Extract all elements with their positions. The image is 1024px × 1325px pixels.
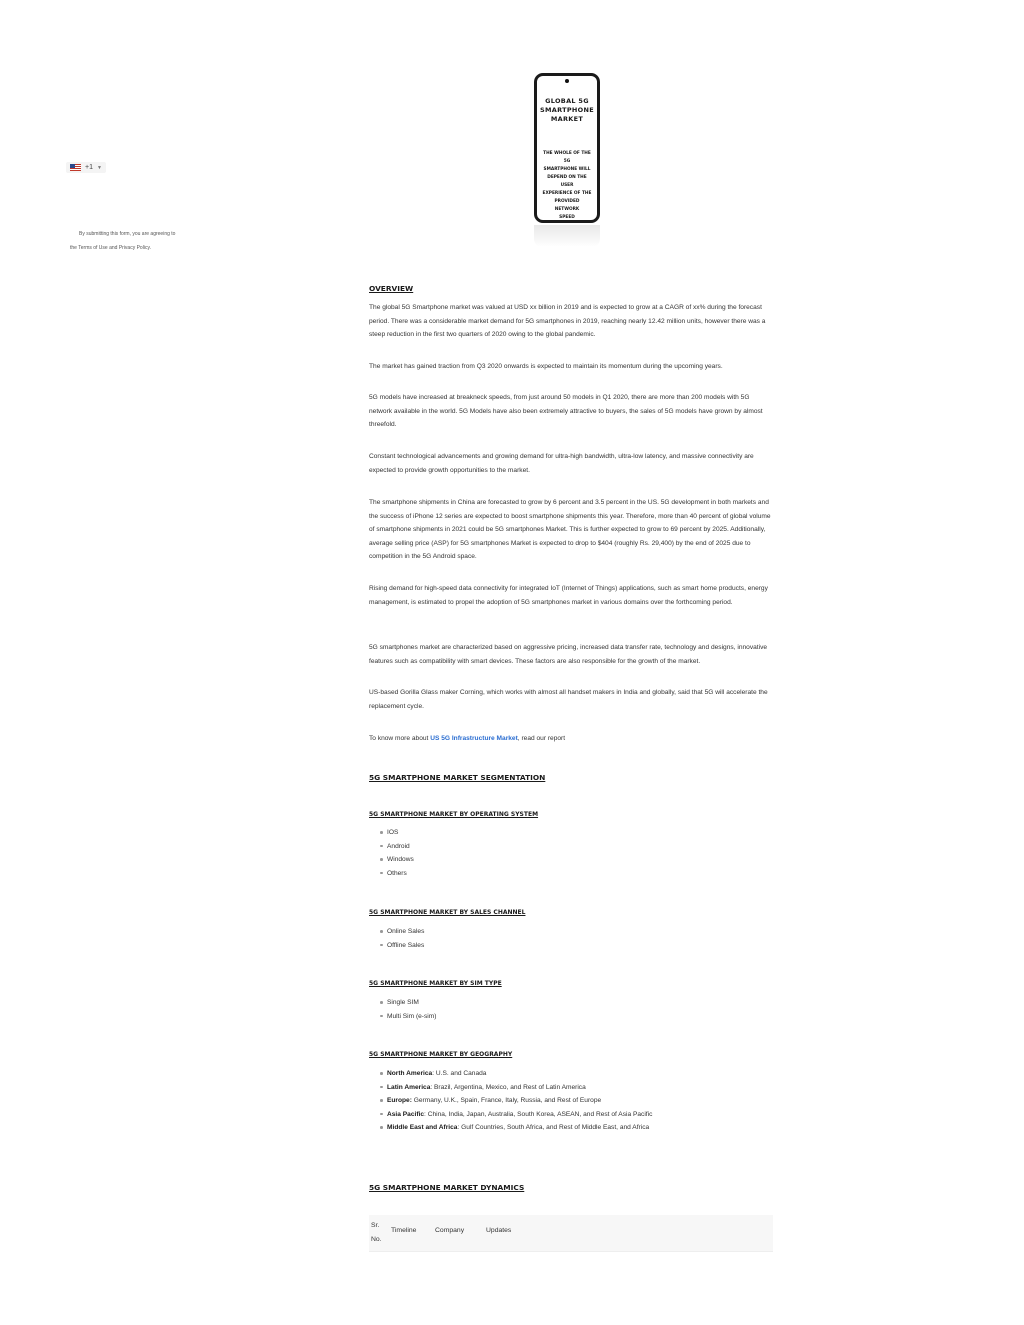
- timeline-header: Timeline: [391, 1227, 417, 1234]
- region-detail: : Brazil, Argentina, Mexico, and Rest of Latin America: [430, 1083, 586, 1091]
- sim-type-list: [369, 996, 436, 1023]
- overview-paragraph: The global 5G Smartphone market was valued at USD xx billion in 2019 and is expected to grow at a CAGR of xx% during the forecast period. There was a considerable market demand for 5G smartphones in 2019, reaching nearly 12.42 million units, however there was a steep reduction in the first two quarters of 2020 owing to the global pandemic.: [369, 304, 766, 339]
- phone-reflection: [534, 225, 600, 247]
- dynamics-heading: 5G SMARTPHONE MARKET DYNAMICS: [369, 1183, 525, 1192]
- phone-tagline-line: EXPERIENCE OF THE: [542, 191, 592, 196]
- os-list: [369, 826, 414, 880]
- region-detail: : Gulf Countries, South Africa, and Rest of Middle East, and Africa: [457, 1124, 650, 1132]
- consent-line-1: By submitting this form, you are agreeing to: [79, 231, 176, 237]
- region-name: Latin America: [387, 1083, 431, 1091]
- list-item: [369, 1121, 652, 1135]
- read-more-line: [369, 732, 773, 746]
- sales-channel-heading: 5G SMARTPHONE MARKET BY SALES CHANNEL: [369, 909, 526, 916]
- updates-header: Updates: [486, 1227, 512, 1234]
- region-detail: Germany, U.K., Spain, France, Italy, Russia, and Rest of Europe: [411, 1097, 602, 1105]
- list-item: Multi Sim (e-sim): [369, 1010, 436, 1024]
- overview-paragraph: The market has gained traction from Q3 2020 onwards is expected to maintain its momentum during the upcoming years.: [369, 363, 723, 370]
- phone-title-line: MARKET: [550, 115, 584, 123]
- phone-tagline-line: THE WHOLE OF THE 5G: [543, 151, 591, 164]
- list-item: Android: [369, 840, 414, 854]
- region-detail: : China, India, Japan, Australia, South Korea, ASEAN, and Rest of Asia Pacific: [424, 1110, 653, 1118]
- geography-heading: 5G SMARTPHONE MARKET BY GEOGRAPHY: [369, 1051, 513, 1058]
- list-item: [369, 1108, 652, 1122]
- hero-phone-image: [528, 70, 608, 250]
- overview-paragraph: 5G smartphones market are characterized based on aggressive pricing, increased data transfer rate, technology and designs, innovative features such as compatibility with smart devices. These factors are also responsible for the growth of the market.: [369, 644, 768, 665]
- overview-paragraph: The smartphone shipments in China are forecasted to grow by 6 percent and 3.5 percent in the US. 5G development in both markets and the success of iPhone 12 series are expected to boost smartphone shipments this year. Therefore, more than 40 percent of global volume of smartphone shipments in 2021 could be 5G smartphones Market. This is further expected to grow to 69 percent by 2025. Additionally, average selling price (ASP) for 5G smartphones Market is expected to drop to $404 (roughly Rs. 29,400) by the end of 2025 due to competition in the 5G Android space.: [369, 499, 771, 561]
- camera-icon: [565, 79, 569, 83]
- list-item: [369, 1067, 652, 1081]
- sr-no-line: Sr.: [371, 1222, 380, 1229]
- phone-tagline-line: DEPEND ON THE USER: [547, 175, 587, 188]
- list-item: Online Sales: [369, 925, 424, 939]
- chevron-down-icon: ▼: [96, 164, 102, 171]
- phone-tagline-line: SPEED: [559, 215, 575, 220]
- sales-channel-list: [369, 925, 424, 952]
- overview-paragraph: 5G models have increased at breakneck speeds, from just around 50 models in Q1 2020, there are more than 200 models with 5G network available in the world. 5G Models have also been extremely attractive to buyers, the sales of 5G models have grown by almost threefold.: [369, 394, 763, 429]
- company-header: Company: [435, 1227, 465, 1234]
- sr-no-line: No.: [371, 1235, 382, 1243]
- os-heading: 5G SMARTPHONE MARKET BY OPERATING SYSTEM: [369, 811, 539, 818]
- list-item: [369, 1081, 652, 1095]
- sim-type-heading: 5G SMARTPHONE MARKET BY SIM TYPE: [369, 980, 502, 987]
- list-item: IOS: [369, 826, 414, 840]
- list-item: Windows: [369, 853, 414, 867]
- phone-tagline-line: SMARTPHONE WILL: [543, 167, 591, 172]
- phone-title-line: SMARTPHONE: [540, 106, 594, 114]
- overview-heading: OVERVIEW: [369, 284, 414, 293]
- dynamics-table-header: [369, 1215, 773, 1252]
- overview-paragraph: US-based Gorilla Glass maker Corning, which works with almost all handset makers in India and globally, said that 5G will accelerate the replacement cycle.: [369, 689, 768, 710]
- region-name: North America: [387, 1070, 433, 1077]
- phone-title-line: GLOBAL 5G: [545, 97, 589, 105]
- list-item: Offline Sales: [369, 939, 424, 953]
- phone-title: [537, 97, 597, 124]
- sr-no-header: [371, 1219, 382, 1246]
- overview-paragraph: Rising demand for high-speed data connectivity for integrated IoT (Internet of Things) applications, such as smart home products, energy management, is estimated to propel the adoption of 5G smartphones market in various domains over the forthcoming period.: [369, 585, 768, 606]
- phone-tagline-line: PROVIDED NETWORK: [554, 199, 580, 212]
- region-name: Asia Pacific: [387, 1110, 425, 1118]
- phone-frame: [534, 73, 600, 223]
- read-more-prefix: To know more about: [369, 735, 431, 742]
- region-detail: : U.S. and Canada: [432, 1070, 487, 1077]
- read-more-suffix: , read our report: [517, 735, 566, 742]
- phone-tagline: [537, 150, 597, 222]
- region-name: Europe:: [387, 1097, 412, 1105]
- us-5g-infrastructure-link[interactable]: US 5G Infrastructure Market: [430, 735, 518, 742]
- country-code: +1: [85, 164, 93, 171]
- overview-paragraph: Constant technological advancements and growing demand for ultra-high bandwidth, ultra-low latency, and massive connectivity are expected to provide growth opportunities to the market.: [369, 453, 754, 474]
- list-item: Single SIM: [369, 996, 436, 1010]
- us-flag-icon: [70, 164, 81, 171]
- region-name: Middle East and Africa: [387, 1124, 458, 1132]
- consent-line-2[interactable]: the Terms of Use and Privacy Policy.: [70, 245, 151, 251]
- country-code-select[interactable]: [66, 162, 106, 173]
- list-item: Others: [369, 867, 414, 881]
- geography-list: [369, 1067, 652, 1135]
- list-item: [369, 1094, 652, 1108]
- segmentation-heading: 5G SMARTPHONE MARKET SEGMENTATION: [369, 773, 546, 782]
- consent-text: [70, 227, 210, 255]
